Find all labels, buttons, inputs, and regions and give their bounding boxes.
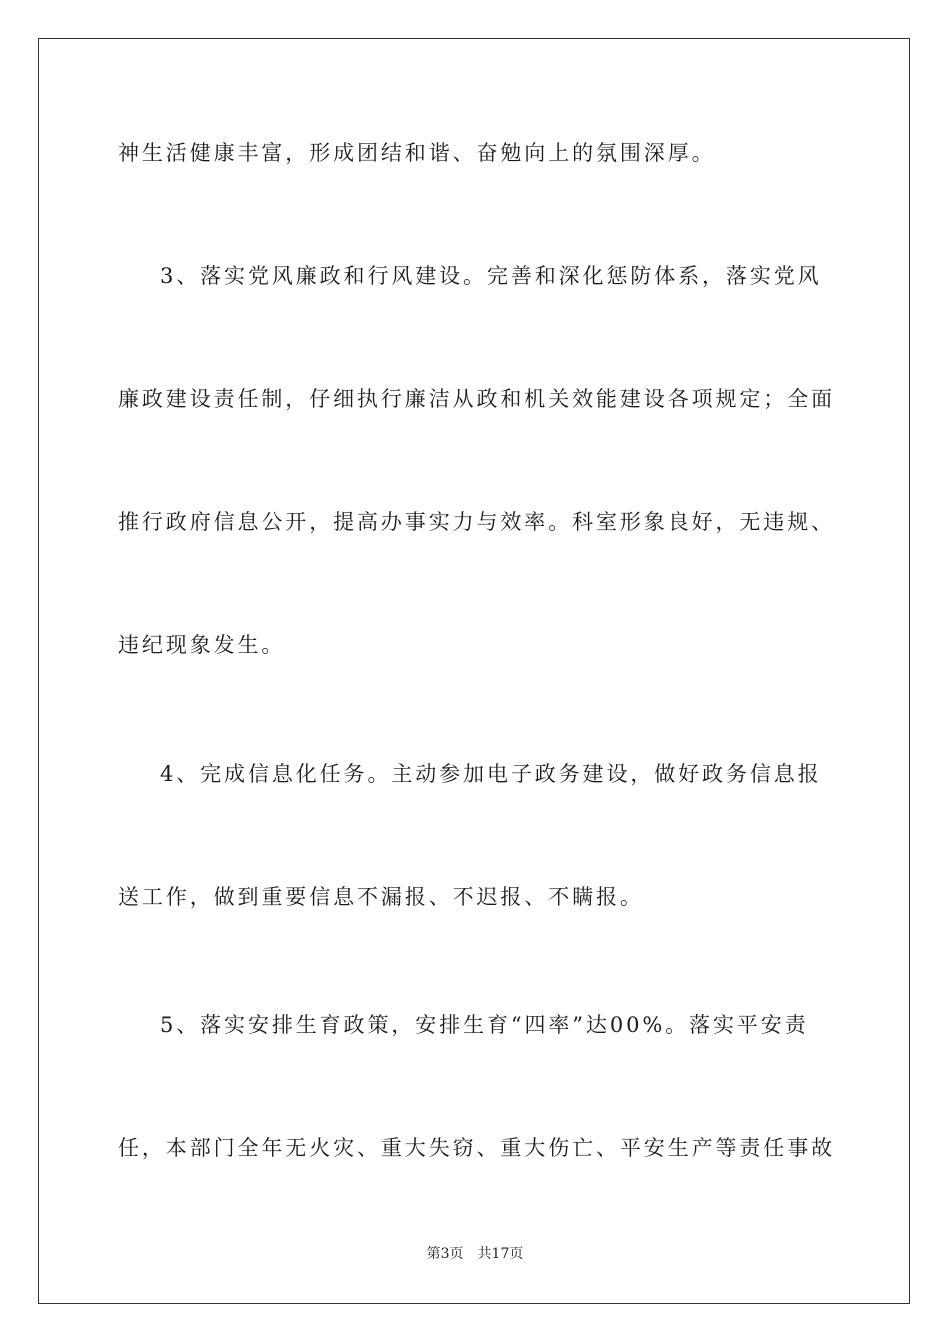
page-frame [38, 38, 910, 1304]
paragraph-line: 廉政建设责任制，仔细执行廉洁从政和机关效能建设各项规定；全面 [118, 387, 835, 411]
paragraph-line: 4、完成信息化任务。主动参加电子政务建设，做好政务信息报 [160, 762, 822, 786]
paragraph-line: 神生活健康丰富，形成团结和谐、奋勉向上的氛围深厚。 [118, 141, 716, 165]
page-footer [0, 1244, 950, 1264]
paragraph-line: 3、落实党风廉政和行风建设。完善和深化惩防体系，落实党风 [160, 264, 822, 288]
paragraph-line: 送工作，做到重要信息不漏报、不迟报、不瞒报。 [118, 885, 644, 909]
paragraph-line: 任，本部门全年无火灾、重大失窃、重大伤亡、平安生产等责任事故 [118, 1136, 835, 1160]
paragraph-line: 5、落实安排生育政策，安排生育“四率”达00%。落实平安责 [160, 1013, 809, 1037]
paragraph-line: 违纪现象发生。 [118, 633, 286, 657]
page-number-current: 第3页 [426, 1246, 464, 1262]
page-number-total: 共17页 [477, 1246, 524, 1262]
paragraph-line: 推行政府信息公开，提高办事实力与效率。科室形象良好，无违规、 [118, 510, 835, 534]
